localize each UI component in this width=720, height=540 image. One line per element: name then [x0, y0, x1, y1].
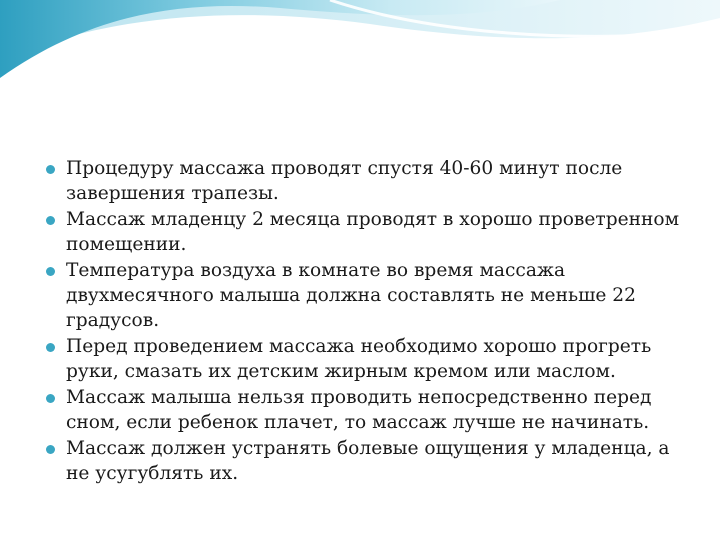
- bullet-item: [44, 156, 680, 206]
- bullet-text: Перед проведением массажа необходимо хорошо прогреть руки, смазать их детским жирным кремом или маслом.: [66, 336, 652, 382]
- bullet-item: [44, 334, 680, 384]
- bullet-item: [44, 207, 680, 257]
- bullet-dot-icon: [46, 267, 55, 276]
- bullet-text: Массаж должен устранять болевые ощущения у младенца, а не усугублять их.: [66, 438, 670, 484]
- bullet-dot-icon: [46, 216, 55, 225]
- bullet-dot-icon: [46, 445, 55, 454]
- bullet-text: Массаж младенцу 2 месяца проводят в хорошо проветренном помещении.: [66, 209, 680, 255]
- bullet-item: [44, 258, 680, 333]
- bullet-dot-icon: [46, 165, 55, 174]
- bullet-text: Процедуру массажа проводят спустя 40-60 минут после завершения трапезы.: [66, 158, 623, 204]
- bullet-text: Температура воздуха в комнате во время массажа двухмесячного малыша должна составлять не меньше 22 градусов.: [66, 260, 636, 331]
- bullet-dot-icon: [46, 343, 55, 352]
- bullet-list: [44, 156, 680, 487]
- bullet-item: [44, 385, 680, 435]
- header-wave-decoration: [0, 0, 720, 90]
- bullet-text: Массаж малыша нельзя проводить непосредственно перед сном, если ребенок плачет, то массаж лучше не начинать.: [66, 387, 652, 433]
- bullet-item: [44, 436, 680, 486]
- bullet-dot-icon: [46, 394, 55, 403]
